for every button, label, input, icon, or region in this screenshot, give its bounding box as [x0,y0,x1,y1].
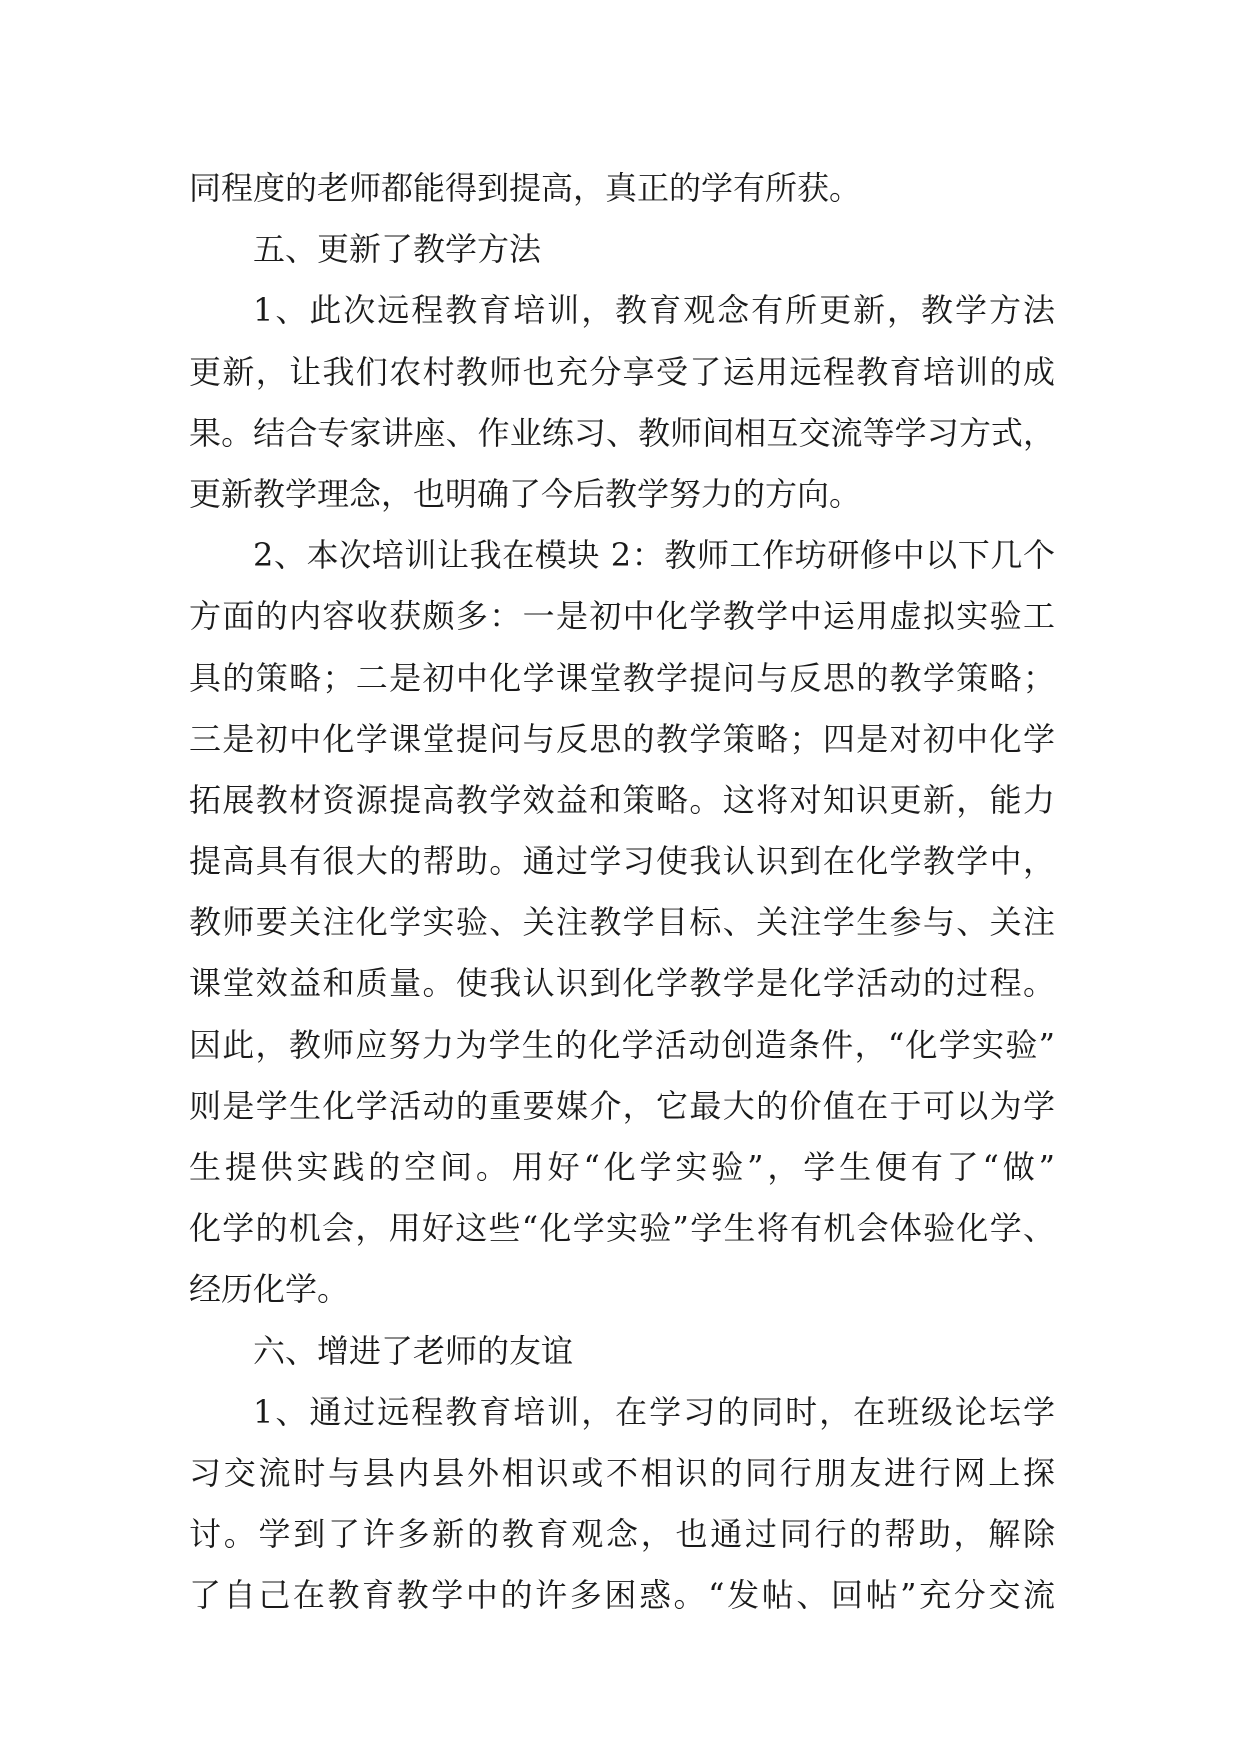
document-body [189,158,1055,1627]
text-line: 果。结合专家讲座、作业练习、教师间相互交流等学习方式， [189,413,1055,452]
text-line: 提高具有很大的帮助。通过学习使我认识到在化学教学中， [189,842,1055,881]
text-line: 经历化学。 [189,1270,350,1309]
text-line: 五、更新了教学方法 [253,230,542,269]
text-line: 1、此次远程教育培训，教育观念有所更新，教学方法 [253,291,1055,330]
text-line: 具的策略；二是初中化学课堂教学提问与反思的教学策略； [189,658,1055,697]
text-line: 更新教学理念，也明确了今后教学努力的方向。 [189,474,862,513]
text-line: 1、通过远程教育培训，在学习的同时，在班级论坛学 [253,1392,1055,1431]
text-line: 因此，教师应努力为学生的化学活动创造条件，“化学实验” [189,1025,1055,1064]
text-line: 方面的内容收获颇多：一是初中化学教学中运用虚拟实验工 [189,597,1055,636]
text-line: 习交流时与县内县外相识或不相识的同行朋友进行网上探 [189,1453,1055,1492]
text-line: 讨。学到了许多新的教育观念，也通过同行的帮助，解除 [189,1515,1055,1554]
text-line: 六、增进了老师的友谊 [253,1331,574,1370]
text-line: 同程度的老师都能得到提高，真正的学有所获。 [189,169,862,207]
text-line: 2、本次培训让我在模块 2：教师工作坊研修中以下几个 [253,536,1055,575]
text-line: 拓展教材资源提高教学效益和策略。这将对知识更新，能力 [189,780,1055,819]
text-line: 生提供实践的空间。用好“化学实验”，学生便有了“做” [189,1148,1055,1186]
text-line: 了自己在教育教学中的许多困惑。“发帖、回帖”充分交流 [189,1576,1055,1615]
text-line: 教师要关注化学实验、关注教学目标、关注学生参与、关注 [189,903,1055,942]
text-line: 更新，让我们农村教师也充分享受了运用远程教育培训的成 [189,352,1055,391]
text-line: 化学的机会，用好这些“化学实验”学生将有机会体验化学、 [189,1209,1055,1248]
text-line: 三是初中化学课堂提问与反思的教学策略；四是对初中化学 [189,719,1055,758]
text-line: 课堂效益和质量。使我认识到化学教学是化学活动的过程。 [189,964,1055,1003]
text-line: 则是学生化学活动的重要媒介，它最大的价值在于可以为学 [189,1086,1055,1125]
